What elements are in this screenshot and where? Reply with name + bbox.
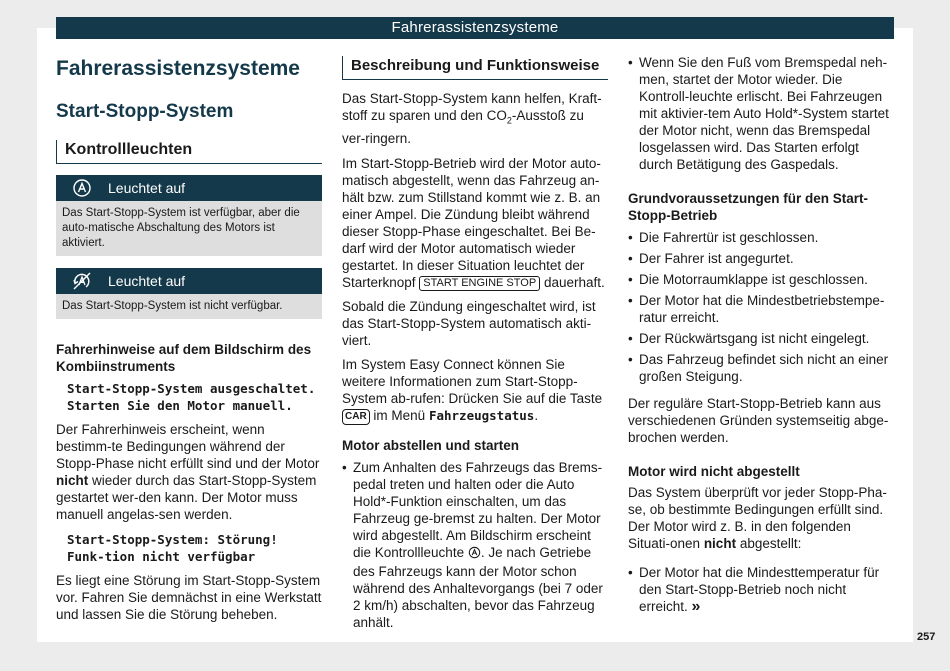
lamp-header	[56, 268, 322, 294]
indicator-lamp-table-1	[56, 175, 322, 256]
list-item: • Der Fahrer ist angegurtet.	[628, 251, 794, 266]
start-engine-stop-key: START ENGINE STOP	[419, 276, 540, 291]
list-item: • Die Fahrertür ist geschlossen.	[628, 230, 819, 245]
start-stop-active-icon	[56, 178, 108, 198]
start-stop-active-icon	[468, 546, 481, 563]
list-item: • Wenn Sie den Fuß vom Bremspedal neh-men, startet der Motor wieder. Die Kontroll-leuchte erlischt. Bei Fahrzeugen mit aktivier-tem Auto Hold*-System startet der Motor nicht, wenn das Bremspedal losgelassen wird. Das Starten erfolgt durch Betätigung des Gaspedals.	[628, 55, 889, 172]
lamp-label: Leuchtet auf	[108, 180, 186, 196]
column-3	[628, 54, 896, 615]
paragraph: Im Start-Stopp-Betrieb wird der Motor auto-matisch abgestellt, wenn das Fahrzeug an-hält bzw. zum Stillstand kommt wie z. B. an einer Ampel. Die Zündung bleibt während dieser Stopp-Phase eingeschaltet. Bei Be-darf wird der Motor automatisch wieder gestartet. In dieser Situation leuchtet der Starterknopf START ENGINE STOP dauerhaft.	[342, 155, 605, 290]
lamp-description: Das Start-Stopp-System ist nicht verfügbar.	[56, 294, 322, 319]
engine-not-stopped-heading: Motor wird nicht abgestellt	[628, 464, 800, 479]
list-item: • Der Motor hat die Mindesttemperatur für den Start-Stopp-Betrieb noch nicht erreicht. »	[628, 565, 880, 615]
list-item: • Der Motor hat die Mindestbetriebstempe-ratur erreicht.	[628, 293, 885, 325]
paragraph: Der reguläre Start-Stopp-Betrieb kann aus verschiedenen Gründen systemseitig abge-brochen werden.	[628, 396, 889, 445]
engine-stop-start-heading: Motor abstellen und starten	[342, 437, 520, 453]
requirements-heading: Grundvoraussetzungen für den Start-Stopp-Betrieb	[628, 191, 869, 223]
start-stop-off-icon	[56, 271, 108, 291]
list-item: • Zum Anhalten des Fahrzeugs das Brems-pedal treten und halten oder die Auto Hold*-Funktion einschalten, um das Fahrzeug ge-bremst zu halten. Der Motor wird abgestellt. Am Bildschirm erscheint die Kontrollleuchte . Je nach Getriebe des Fahrzeugs kann der Motor schon während des Anhaltevorgangs (bei 7 oder 2 km/h) abschalten, bevor das Fahrzeug anhält.	[342, 459, 603, 630]
list-item: • Das Fahrzeug befindet sich nicht an einer großen Steigung.	[628, 352, 889, 384]
list-item: • Der Rückwärtsgang ist nicht eingelegt.	[628, 331, 870, 346]
lamp-description: Das Start-Stopp-System ist verfügbar, aber die auto-matische Abschaltung des Motors ist aktiviert.	[56, 201, 322, 256]
lamp-label: Leuchtet auf	[108, 273, 186, 289]
driver-messages-heading: Fahrerhinweise auf dem Bildschirm des Kombiinstruments	[56, 342, 312, 374]
continued-marker: »	[691, 598, 701, 615]
indicator-lamp-table-2	[56, 268, 322, 319]
lamp-header	[56, 175, 322, 201]
car-key-icon: CAR	[342, 409, 370, 425]
paragraph: Das Start-Stopp-System kann helfen, Kraft-stoff zu sparen und den $CO_2$-Ausstoß zu ver-ringern.	[342, 91, 602, 146]
display-message-2: Start-Stopp-System: Störung! Funk-tion nicht verfügbar	[67, 532, 278, 564]
paragraph: Es liegt eine Störung im Start-Stopp-System vor. Fahren Sie demnächst in eine Werkstatt und lassen Sie die Störung beheben.	[56, 573, 322, 622]
subsection-title: Kontrollleuchten	[56, 140, 322, 164]
paragraph: Sobald die Zündung eingeschaltet wird, ist das Start-Stopp-System automatisch akti-viert.	[342, 298, 596, 348]
subsection-title: Beschreibung und Funktionsweise	[342, 56, 608, 80]
paragraph: Im System Easy Connect können Sie weitere Informationen zum Start-Stopp-System ab-rufen: Drücken Sie auf die Taste CAR im Menü Fahrzeugstatus.	[342, 356, 603, 423]
chapter-header: Fahrerassistenzsysteme	[56, 17, 894, 39]
display-message-1: Start-Stopp-System ausgeschaltet. Starten Sie den Motor manuell.	[67, 381, 316, 413]
chapter-title: Fahrerassistenzsysteme	[56, 57, 300, 80]
list-item: • Die Motorraumklappe ist geschlossen.	[628, 272, 868, 287]
column-1	[56, 56, 322, 623]
requirements-list	[628, 229, 896, 385]
section-title: Start-Stopp-System	[56, 101, 234, 122]
paragraph: Das System überprüft vor jeder Stopp-Pha-se, ob bestimmte Bedingungen erfüllt sind. Der Motor wird z. B. in den folgenden Situati-onen nicht abgestellt:	[628, 485, 887, 551]
page-number: 257	[917, 631, 936, 643]
paragraph: Der Fahrerhinweis erscheint, wenn bestimm-te Bedingungen während der Stopp-Phase nicht erfüllt sind und der Motor nicht wieder durch das Start-Stopp-System gestartet wer-den kann. Der Motor muss manuell angelas-sen werden.	[56, 422, 320, 522]
column-2	[342, 56, 608, 631]
